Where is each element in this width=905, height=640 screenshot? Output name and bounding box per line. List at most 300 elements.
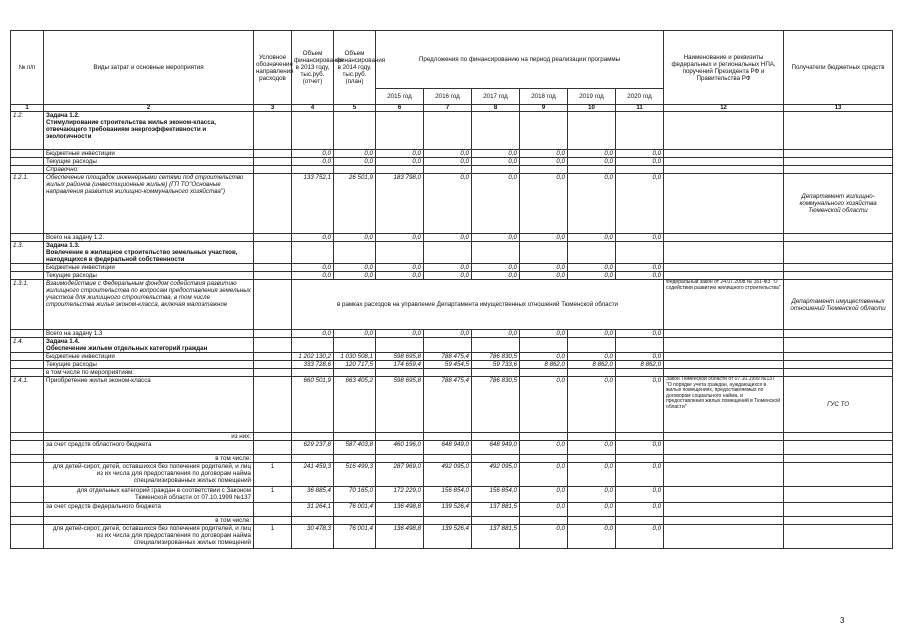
- value-cell: 0,0: [424, 150, 472, 158]
- value-cell: 0,0: [376, 234, 424, 242]
- code-cell: [254, 166, 292, 174]
- value-cell: 0,0: [472, 330, 520, 338]
- value-cell: [334, 166, 376, 174]
- value-cell: 137 881,5: [472, 503, 520, 517]
- value-cell: 59 733,6: [472, 361, 520, 369]
- value-cell: 0,0: [568, 150, 616, 158]
- header-acts: Наименование и реквизиты федеральных и региональных НПА, поручений Президента РФ и Правительства РФ: [664, 31, 784, 105]
- value-cell: 648 949,0: [472, 441, 520, 455]
- value-cell: [616, 242, 664, 264]
- row-number: 1.3.: [11, 242, 44, 264]
- act-cell: [664, 361, 784, 369]
- value-cell: 172 229,0: [376, 487, 424, 503]
- recipient-cell: [784, 517, 893, 525]
- value-cell: 0,0: [292, 272, 334, 280]
- recipient-cell: [784, 361, 893, 369]
- code-cell: [254, 330, 292, 338]
- value-cell: [616, 455, 664, 463]
- header-num: № п/п: [11, 31, 44, 105]
- value-cell: 0,0: [616, 158, 664, 166]
- value-cell: 492 095,0: [472, 463, 520, 487]
- value-cell: [376, 369, 424, 377]
- value-cell: 788 475,4: [424, 377, 472, 433]
- value-cell: 0,0: [616, 441, 664, 455]
- row-number: [11, 150, 44, 158]
- value-cell: [520, 166, 568, 174]
- table-row: [11, 280, 893, 330]
- act-cell: [664, 338, 784, 353]
- value-cell: 0,0: [334, 150, 376, 158]
- act-cell: [664, 150, 784, 158]
- value-cell: 31 264,1: [292, 503, 334, 517]
- col-number: 4: [292, 105, 334, 112]
- value-cell: 26 501,9: [334, 174, 376, 234]
- value-cell: 241 459,3: [292, 463, 334, 487]
- recipient-cell: [784, 112, 893, 150]
- row-name: Приобретение жилья эконом-класса: [44, 377, 254, 433]
- value-cell: 0,0: [568, 503, 616, 517]
- row-name: Всего на задачу 1.2.: [44, 234, 254, 242]
- value-cell: 76 001,4: [334, 503, 376, 517]
- row-name: Задача 1.3. Вовлечение в жилищное строительство земельных участков, находящихся в федеральной собственности: [44, 242, 254, 264]
- value-cell: 183 798,0: [376, 174, 424, 234]
- value-cell: 0,0: [520, 174, 568, 234]
- value-cell: 0,0: [520, 272, 568, 280]
- value-cell: [616, 369, 664, 377]
- value-cell: 0,0: [616, 353, 664, 361]
- table-row: [11, 353, 893, 361]
- act-cell: [664, 433, 784, 441]
- row-number: [11, 353, 44, 361]
- value-cell: 287 969,0: [376, 463, 424, 487]
- row-number: [11, 487, 44, 503]
- value-cell: 333 728,6: [292, 361, 334, 369]
- row-name: из них:: [44, 433, 254, 441]
- value-cell: 0,0: [292, 330, 334, 338]
- value-cell: 0,0: [334, 330, 376, 338]
- header-row-top: [11, 31, 893, 89]
- value-cell: 598 695,8: [376, 353, 424, 361]
- recipient-cell: [784, 369, 893, 377]
- value-cell: [616, 517, 664, 525]
- budget-table: [10, 30, 893, 549]
- value-cell: 0,0: [568, 234, 616, 242]
- row-name: Взаимодействие с Федеральным фондом содействия развитию жилищного строительства по вопросам предоставления земельных участков для жилищного строительства, в том числе строительства жилья эконом-класса, включая малоэтажное: [44, 280, 254, 330]
- value-cell: 0,0: [616, 487, 664, 503]
- value-cell: 136 498,8: [376, 525, 424, 549]
- row-number: [11, 369, 44, 377]
- value-cell: [472, 242, 520, 264]
- act-cell: [664, 166, 784, 174]
- header-year: 2019 год: [568, 89, 616, 105]
- value-cell: [568, 166, 616, 174]
- value-cell: 0,0: [424, 174, 472, 234]
- code-cell: 1: [254, 463, 292, 487]
- value-cell: 0,0: [376, 264, 424, 272]
- act-cell: [664, 525, 784, 549]
- value-cell: 587 403,8: [334, 441, 376, 455]
- value-cell: 0,0: [520, 353, 568, 361]
- value-cell: [472, 338, 520, 353]
- row-name: Обеспечение площадок инженерными сетями под строительство жилых районов (инвестиционные жилые) (ГП ТО"Основные направления развития жилищно-коммунального хозяйства"): [44, 174, 254, 234]
- header-name: Виды затрат и основные мероприятия: [44, 31, 254, 105]
- col-number: 2: [44, 105, 254, 112]
- code-cell: [254, 433, 292, 441]
- act-cell: Закон Тюменской области от 07.10.1999 №137 "О порядке учета граждан, нуждающихся в жилых помещениях, предоставляемых по договорам социального найма, и предоставления жилых помещений в Тюменской области": [664, 377, 784, 433]
- value-cell: [472, 369, 520, 377]
- row-number: [11, 455, 44, 463]
- value-cell: [334, 517, 376, 525]
- value-cell: 0,0: [568, 487, 616, 503]
- table-row: [11, 150, 893, 158]
- value-cell: [568, 433, 616, 441]
- table-row: [11, 463, 893, 487]
- value-cell: 1 030 508,1: [334, 353, 376, 361]
- value-cell: [424, 242, 472, 264]
- code-cell: [254, 377, 292, 433]
- value-cell: [376, 166, 424, 174]
- row-name: Текущие расходы: [44, 272, 254, 280]
- act-cell: [664, 112, 784, 150]
- value-cell: 648 949,0: [424, 441, 472, 455]
- act-cell: [664, 441, 784, 455]
- code-cell: [254, 338, 292, 353]
- value-cell: 0,0: [568, 264, 616, 272]
- recipient-cell: [784, 433, 893, 441]
- recipient-cell: ГУС ТО: [784, 377, 893, 433]
- value-cell: [424, 369, 472, 377]
- row-number: [11, 463, 44, 487]
- col-number: 9: [520, 105, 568, 112]
- value-cell: 0,0: [568, 441, 616, 455]
- row-number: [11, 361, 44, 369]
- value-cell: 0,0: [616, 174, 664, 234]
- value-cell: 156 854,0: [424, 487, 472, 503]
- value-cell: 0,0: [472, 234, 520, 242]
- recipient-cell: [784, 234, 893, 242]
- value-cell: 0,0: [334, 234, 376, 242]
- value-cell: [424, 338, 472, 353]
- row-number: [11, 330, 44, 338]
- col-number: 13: [784, 105, 893, 112]
- value-cell: 0,0: [616, 264, 664, 272]
- row-name: Текущие расходы: [44, 158, 254, 166]
- code-cell: [254, 264, 292, 272]
- value-cell: 36 885,4: [292, 487, 334, 503]
- row-number: 1.2.1.: [11, 174, 44, 234]
- code-cell: [254, 174, 292, 234]
- act-cell: [664, 353, 784, 361]
- value-cell: 0,0: [292, 150, 334, 158]
- value-cell: [292, 242, 334, 264]
- header-f2013: Объем финансирования в 2013 году, тыс.руб. (отчет): [292, 31, 334, 105]
- value-cell: 0,0: [472, 174, 520, 234]
- value-cell: 0,0: [520, 463, 568, 487]
- row-number: [11, 234, 44, 242]
- act-cell: Федеральный закон от 24.07.2008 № 161-ФЗ "О содействии развитию жилищного строительства": [664, 280, 784, 330]
- value-cell: 0,0: [292, 264, 334, 272]
- value-cell: 0,0: [520, 525, 568, 549]
- value-cell: 8 862,0: [520, 361, 568, 369]
- value-cell: [292, 517, 334, 525]
- value-cell: 516 499,3: [334, 463, 376, 487]
- recipient-cell: [784, 441, 893, 455]
- value-cell: [568, 242, 616, 264]
- value-cell: [616, 112, 664, 150]
- act-cell: [664, 517, 784, 525]
- value-cell: 0,0: [520, 487, 568, 503]
- value-cell: 76 001,4: [334, 525, 376, 549]
- recipient-cell: [784, 150, 893, 158]
- table-row: [11, 264, 893, 272]
- table-row: [11, 338, 893, 353]
- value-cell: 0,0: [568, 330, 616, 338]
- value-cell: [334, 242, 376, 264]
- value-cell: 136 498,8: [376, 503, 424, 517]
- recipient-cell: Департамент имущественных отношений Тюменской области: [784, 280, 893, 330]
- value-cell: [292, 455, 334, 463]
- value-cell: [334, 112, 376, 150]
- header-recipients: Получатели бюджетных средств: [784, 31, 893, 105]
- value-cell: 0,0: [616, 503, 664, 517]
- value-cell: [472, 517, 520, 525]
- code-cell: [254, 369, 292, 377]
- value-cell: [292, 369, 334, 377]
- act-cell: [664, 503, 784, 517]
- value-cell: 0,0: [568, 158, 616, 166]
- value-cell: 0,0: [568, 525, 616, 549]
- value-cell: [520, 517, 568, 525]
- value-cell: [424, 517, 472, 525]
- recipient-cell: [784, 503, 893, 517]
- value-cell: [292, 433, 334, 441]
- row-name: для отдельных категорий граждан в соответствии с Законом Тюменской области от 07.10.1999 №137: [44, 487, 254, 503]
- row-number: 1.2.: [11, 112, 44, 150]
- value-cell: 0,0: [376, 330, 424, 338]
- header-year: 2017 год: [472, 89, 520, 105]
- header-year: 2020 год: [616, 89, 664, 105]
- code-cell: [254, 242, 292, 264]
- value-cell: [472, 455, 520, 463]
- value-cell: 0,0: [616, 377, 664, 433]
- code-cell: [254, 234, 292, 242]
- value-cell: 0,0: [616, 150, 664, 158]
- value-cell: 660 501,9: [292, 377, 334, 433]
- code-cell: 1: [254, 487, 292, 503]
- value-cell: 0,0: [568, 353, 616, 361]
- recipient-cell: [784, 353, 893, 361]
- value-cell: [520, 242, 568, 264]
- recipient-cell: [784, 487, 893, 503]
- row-name: Задача 1.4. Обеспечение жильем отдельных категорий граждан: [44, 338, 254, 353]
- row-name: за счет средств федерального бюджета: [44, 503, 254, 517]
- row-number: 1.4.: [11, 338, 44, 353]
- value-cell: 788 475,4: [424, 353, 472, 361]
- value-cell: 0,0: [334, 158, 376, 166]
- value-cell: 0,0: [520, 150, 568, 158]
- value-cell: 156 854,0: [472, 487, 520, 503]
- act-cell: [664, 487, 784, 503]
- table-row: [11, 242, 893, 264]
- col-number: 10: [568, 105, 616, 112]
- header-year: 2018 год: [520, 89, 568, 105]
- value-cell: [424, 433, 472, 441]
- col-number: 5: [334, 105, 376, 112]
- header-year: 2015 год: [376, 89, 424, 105]
- row-number: 1.4.1.: [11, 377, 44, 433]
- value-cell: [616, 433, 664, 441]
- value-cell: [568, 112, 616, 150]
- value-cell: [520, 338, 568, 353]
- row-name: Бюджетные инвестиции: [44, 150, 254, 158]
- table-row: [11, 517, 893, 525]
- row-number: [11, 517, 44, 525]
- value-cell: 174 659,4: [376, 361, 424, 369]
- col-number: 6: [376, 105, 424, 112]
- recipient-cell: [784, 242, 893, 264]
- row-number: [11, 166, 44, 174]
- act-cell: [664, 463, 784, 487]
- column-number-row: [11, 105, 893, 112]
- value-cell: 0,0: [376, 158, 424, 166]
- table-row: [11, 455, 893, 463]
- value-cell: [568, 338, 616, 353]
- code-cell: [254, 353, 292, 361]
- value-cell: 0,0: [616, 272, 664, 280]
- code-cell: [254, 455, 292, 463]
- value-cell: 0,0: [424, 234, 472, 242]
- value-cell: [568, 369, 616, 377]
- recipient-cell: [784, 455, 893, 463]
- row-number: [11, 433, 44, 441]
- value-cell: 0,0: [334, 272, 376, 280]
- row-name: Справочно:: [44, 166, 254, 174]
- value-cell: 786 830,5: [472, 353, 520, 361]
- value-cell: [376, 433, 424, 441]
- recipient-cell: Департамент жилищно-коммунального хозяйства Тюменской области: [784, 174, 893, 234]
- value-cell: 0,0: [520, 441, 568, 455]
- row-number: [11, 525, 44, 549]
- value-cell: [334, 433, 376, 441]
- value-cell: 0,0: [376, 150, 424, 158]
- row-name: Текущие расходы: [44, 361, 254, 369]
- row-name: для детей-сирот, детей, оставшихся без попечения родителей, и лиц из их числа для предоставления по договорам найма специализированных жилых помещений: [44, 525, 254, 549]
- row-name: в том числе:: [44, 517, 254, 525]
- value-cell: [424, 455, 472, 463]
- value-cell: [472, 166, 520, 174]
- act-cell: [664, 330, 784, 338]
- value-cell: 0,0: [472, 264, 520, 272]
- value-cell: 0,0: [472, 150, 520, 158]
- value-cell: [376, 338, 424, 353]
- page-number: 3: [840, 616, 845, 625]
- value-cell: [292, 166, 334, 174]
- row-name: в том числе по мероприятиям:: [44, 369, 254, 377]
- header-year: 2016 год: [424, 89, 472, 105]
- value-cell: [334, 455, 376, 463]
- value-cell: [292, 338, 334, 353]
- code-cell: [254, 112, 292, 150]
- code-cell: [254, 441, 292, 455]
- value-cell: [568, 455, 616, 463]
- value-cell: 139 526,4: [424, 525, 472, 549]
- value-cell: 8 862,0: [616, 361, 664, 369]
- row-number: [11, 264, 44, 272]
- budget-table-sheet: [10, 30, 886, 607]
- header-code: Условное обозначение направления расходов: [254, 31, 292, 105]
- recipient-cell: [784, 158, 893, 166]
- value-cell: 0,0: [292, 158, 334, 166]
- value-cell: 0,0: [520, 377, 568, 433]
- value-cell: 0,0: [568, 377, 616, 433]
- value-cell: [292, 112, 334, 150]
- value-cell: 0,0: [520, 158, 568, 166]
- col-number: 8: [472, 105, 520, 112]
- table-row: [11, 433, 893, 441]
- value-cell: 492 095,0: [424, 463, 472, 487]
- value-cell: 133 752,1: [292, 174, 334, 234]
- merged-note: в рамках расходов на управление Департамента имущественных отношений Тюменской области: [292, 280, 664, 330]
- value-cell: 0,0: [424, 330, 472, 338]
- code-cell: 1: [254, 525, 292, 549]
- value-cell: [520, 433, 568, 441]
- value-cell: 0,0: [292, 234, 334, 242]
- value-cell: 139 526,4: [424, 503, 472, 517]
- recipient-cell: [784, 272, 893, 280]
- table-row: [11, 525, 893, 549]
- row-number: [11, 158, 44, 166]
- code-cell: [254, 272, 292, 280]
- value-cell: [472, 112, 520, 150]
- value-cell: 0,0: [616, 234, 664, 242]
- value-cell: 0,0: [568, 174, 616, 234]
- value-cell: 30 478,3: [292, 525, 334, 549]
- table-row: [11, 503, 893, 517]
- value-cell: [520, 369, 568, 377]
- value-cell: 629 237,8: [292, 441, 334, 455]
- row-number: [11, 503, 44, 517]
- value-cell: 663 405,2: [334, 377, 376, 433]
- value-cell: [472, 433, 520, 441]
- value-cell: 0,0: [616, 330, 664, 338]
- table-row: [11, 158, 893, 166]
- code-cell: [254, 361, 292, 369]
- recipient-cell: [784, 463, 893, 487]
- value-cell: 0,0: [520, 503, 568, 517]
- code-cell: [254, 158, 292, 166]
- recipient-cell: [784, 330, 893, 338]
- value-cell: 0,0: [568, 272, 616, 280]
- recipient-cell: [784, 166, 893, 174]
- act-cell: [664, 455, 784, 463]
- value-cell: 0,0: [334, 264, 376, 272]
- act-cell: [664, 242, 784, 264]
- value-cell: 0,0: [424, 158, 472, 166]
- value-cell: 0,0: [616, 525, 664, 549]
- value-cell: [334, 338, 376, 353]
- value-cell: [520, 112, 568, 150]
- value-cell: 8 862,0: [568, 361, 616, 369]
- row-number: [11, 441, 44, 455]
- col-number: 1: [11, 105, 44, 112]
- table-row: [11, 330, 893, 338]
- value-cell: 786 830,5: [472, 377, 520, 433]
- value-cell: [376, 112, 424, 150]
- table-row: [11, 441, 893, 455]
- value-cell: 0,0: [472, 272, 520, 280]
- header-period: Предложения по финансированию на период реализации программы: [376, 31, 664, 89]
- col-number: 12: [664, 105, 784, 112]
